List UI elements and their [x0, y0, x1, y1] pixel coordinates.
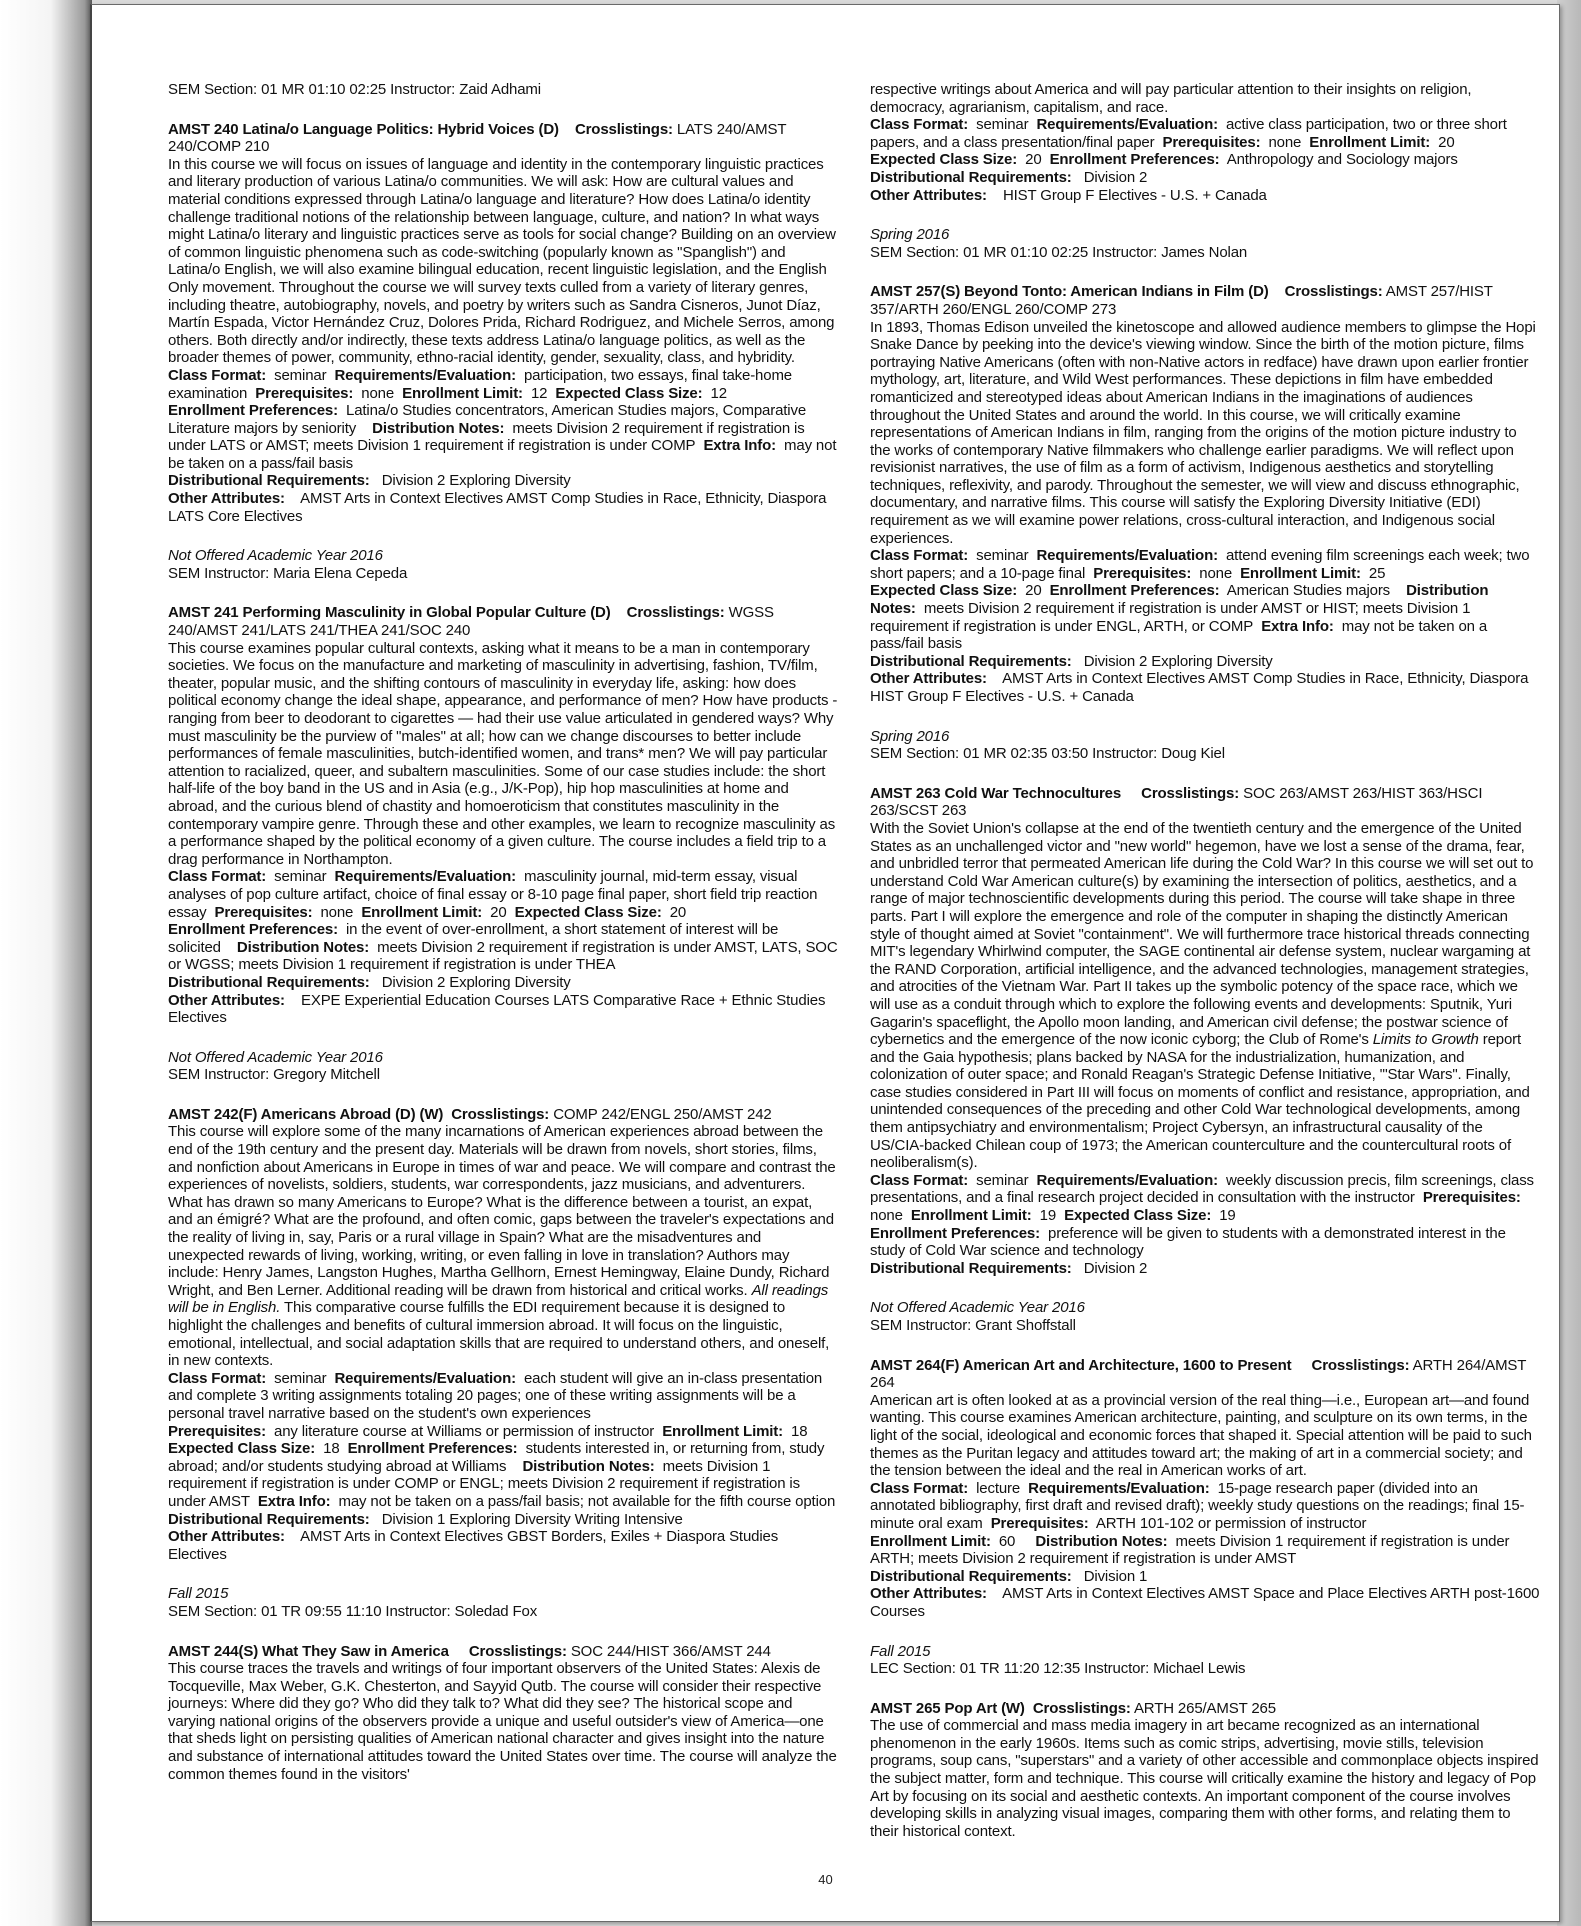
section-line: SEM Section: 01 MR 01:10 02:25 Instructor: James Nolan: [870, 243, 1248, 261]
class-format-label: Class Format:: [870, 1171, 969, 1189]
prereq-label: Prerequisites:: [214, 903, 313, 921]
enroll-pref: American Studies majors: [1226, 582, 1391, 600]
course-amst-241: [168, 604, 838, 1083]
req-eval-label: Requirements/Evaluation:: [334, 366, 516, 384]
enroll-limit-label: Enrollment Limit:: [1309, 133, 1431, 151]
exp-size-label: Expected Class Size:: [514, 903, 662, 921]
offered-term: Not Offered Academic Year 2016: [870, 1299, 1085, 1317]
dist-notes: meets Division 2 requirement if registration is under AMST or HIST; meets Division 1 requirement if registration is under ENGL, ARTH, or COMP: [870, 600, 1471, 635]
page-number: 40: [818, 1872, 833, 1887]
description-text: With the Soviet Union's collapse at the end of the twentieth century and the emergence of the United States as an unchallenged victor and "new world" hegemon, have we lost a sense of the drama, fear, and unbridled terror that permeated American life during the Cold War? In this course we will set out to understand Cold War American culture(s) by examining the intersection of politics, aesthetics, and a range of major technoscientific developments during this period. The course will take shape in three parts. Part I will explore the emergence and role of the computer in shaping the distinctly American style of thought aimed at Soviet "containment". We will furthermore trace historical threads connecting MIT's legendary Whirlwind computer, the SAGE continental air defense system, nuclear wargaming at the RAND Corporation, artificial intelligence, and the advanced technologies, management strategies, and atrocities of the Vietnam War. Part II takes up the symbolic potency of the space race, which we will use as a conduit through which to explore the following events and developments: Sputnik, Yuri Gagarin's spaceflight, the Apollo moon landing, and American civil defense; the postwar science of cybernetics and the emergence of the now iconic cyborg; the Club of Rome's: [870, 819, 1534, 1049]
exp-size-label: Expected Class Size:: [1064, 1207, 1212, 1225]
dist-notes: meets Division 2 requirement if registration is under AMST, LATS, SOC or WGSS; meets Division 1 requirement if registration is under THEA: [168, 938, 838, 974]
exp-size: 20: [669, 903, 687, 921]
crosslistings: SOC 263/AMST 263/HIST 363/HSCI 263/SCST 263: [870, 784, 1483, 820]
dist-req: Division 1: [1083, 1567, 1148, 1585]
prereq-label: Prerequisites:: [255, 384, 354, 402]
offered-term: Not Offered Academic Year 2016: [168, 547, 383, 565]
dist-notes: meets Division 1 requirement if registration is under COMP or ENGL; meets Division 2 requirement if registration is under AMST: [168, 1457, 800, 1510]
section-line: LEC Section: 01 TR 11:20 12:35 Instructor: Michael Lewis: [870, 1660, 1246, 1678]
crosslistings-label: Crosslistings:: [1284, 283, 1383, 301]
dist-req-label: Distributional Requirements:: [870, 168, 1072, 186]
enroll-limit: 12: [530, 384, 548, 402]
course-description: In this course we will focus on issues of language and identity in the contemporary linguistic practices and literary production of various Latina/o communities. We will ask: How are cultural values and material conditions expressed through Latina/o language and literature? How does Latina/o identity challenge traditional notions of the relationship between language, culture, and nation? In what ways might Latina/o literary and linguistic practices serve as tools for social change? Building on an overview of common linguistic phenomena such as code-switching (popularly known as "Spanglish") and Latina/o English, we will also examine bilingual education, recent linguistic legislation, and the English Only movement. Throughout the course we will survey texts culled from a variety of literary genres, including theatre, autobiography, novels, and poetry by writers such as Sandra Cisneros, Junot Díaz, Martín Espada, Victor Hernández Cruz, Dolores Prida, Richard Rodriguez, and Michele Serros, among others. Both directly and/or indirectly, these texts address Latina/o language politics, as well as the broader themes of power, community, ethno-racial identity, gender, sexuality, class, and hybridity.: [168, 155, 836, 367]
req-eval: weekly discussion precis, film screenings, class presentations, and a final research project decided in consultation with the instructor: [870, 1171, 1534, 1207]
dist-req-label: Distributional Requirements:: [870, 1567, 1072, 1585]
other-attr-label: Other Attributes:: [168, 1528, 285, 1546]
enroll-limit-label: Enrollment Limit:: [910, 1207, 1032, 1225]
crosslistings-label: Crosslistings:: [468, 1642, 567, 1660]
enroll-pref-label: Enrollment Preferences:: [1049, 582, 1220, 600]
offered-term: Fall 2015: [168, 1585, 229, 1603]
document-page: [90, 4, 1560, 1922]
description-text-2: report and the Gaia hypothesis; plans backed by NASA for the industrialization, humanization, and colonization of outer space; and Ronald Reagan's Strategic Defense Initiative, '"Star Wars". Finally, case studies considered in Part III will focus on moments of conflict and resistance, appropriation, and unintended consequences of the preceding and other Cold War technological developments, among them antipsychiatry and environmentalism; Project Cybersyn, an infrastructural causality of the US/CIA-backed Chilean coup of 1973; the American counterculture and the countercultural roots of neoliberalism(s).: [870, 1031, 1530, 1172]
crosslistings: SOC 244/HIST 366/AMST 244: [570, 1642, 771, 1660]
class-format: seminar: [274, 1369, 327, 1387]
course-description: This course examines popular cultural contexts, asking what it means to be a man in contemporary societies. We focus on the manufacture and marketing of masculinity in advertising, fashion, TV/film, theater, popular music, and the shifting contours of masculinity in everyday life, asking: how does political economy change the ideal shape, appearance, and performance of men? How have products - ranging from beer to deodorant to cigarettes — had their use value articulated in gendered ways? Why must masculinity be the purview of "males" at all; how can we change discourses to better include performances of female masculinities, butch-identified women, and trans* men? We will pay particular attention to racialized, queer, and subaltern masculinities. Some of our case studies include: the short half-life of the boy band in the US and in Asia (e.g., J/K-Pop), hip hop masculinities at home and abroad, and the curious blend of chastity and homoeroticism that constitutes masculinity in the contemporary vampire genre. Through these and other examples, we learn to recognize masculinity as a performance shaped by the political economy of a given culture. The course includes a field trip to a drag performance in Northampton.: [168, 639, 838, 868]
course-amst-257: [870, 283, 1540, 762]
course-amst-242: [168, 1106, 838, 1621]
extra-info: may not be taken on a pass/fail basis: [168, 437, 837, 472]
section-line: SEM Instructor: Grant Shoffstall: [870, 1317, 1076, 1334]
req-eval-label: Requirements/Evaluation:: [1036, 116, 1218, 134]
enroll-pref-label: Enrollment Preferences:: [1049, 151, 1220, 169]
crosslistings-label: Crosslistings:: [451, 1105, 550, 1123]
class-format-label: Class Format:: [870, 116, 969, 134]
enroll-pref: Anthropology and Sociology majors: [1226, 151, 1458, 169]
dist-req-label: Distributional Requirements:: [870, 1259, 1072, 1277]
class-format: seminar: [976, 1171, 1029, 1189]
description-text: This course will explore some of the many incarnations of American experiences abroad between the end of the 19th century and the present day. Materials will be drawn from novels, short stories, films, and nonfiction about Americans in Europe in times of war and peace. We will compare and contrast the experiences of novelists, soldiers, students, war correspondents, jazz musicians, and adventurers. What has drawn so many Americans to Europe? What is the difference between a tourist, an expat, and an émigré? What are the profound, and often comic, gaps between the traveler's expectations and the reality of living in, say, Paris or a rural village in Spain? What are the misadventures and unexpected rewards of living, working, writing, or even falling in love in translation? Authors may include: Henry James, Langston Hughes, Martha Gellhorn, Ernest Hemingway, Elaine Dundy, Richard Wright, and Ben Lerner. Additional reading will be drawn from historical and critical works.: [168, 1123, 836, 1299]
dist-req: Division 1 Exploring Diversity Writing Intensive: [381, 1510, 683, 1528]
other-attr-label: Other Attributes:: [870, 1585, 987, 1603]
enroll-limit-label: Enrollment Limit:: [1240, 564, 1361, 582]
prereq: ARTH 101-102 or permission of instructor: [1095, 1514, 1367, 1532]
req-eval: active class participation, two or three short papers, and a class presentation/final paper: [870, 116, 1507, 151]
other-attr: HIST Group F Electives - U.S. + Canada: [1002, 186, 1267, 204]
enroll-pref-label: Enrollment Preferences:: [168, 921, 338, 939]
course-amst-244-continued: [870, 81, 1540, 261]
dist-req: Division 2 Exploring Diversity: [381, 973, 571, 991]
course-title: AMST 244(S) What They Saw in America: [168, 1642, 449, 1660]
dist-notes-label: Distribution Notes:: [236, 938, 370, 956]
exp-size: 18: [323, 1440, 340, 1458]
course-amst-265: [870, 1700, 1540, 1841]
req-eval-label: Requirements/Evaluation:: [334, 868, 516, 886]
enroll-pref: Latina/o Studies concentrators, American Studies majors, Comparative Literature majors by seniority: [168, 402, 807, 437]
prereq: none: [1268, 133, 1302, 151]
req-eval: each student will give an in-class presentation and complete 3 writing assignments totaling 20 pages; one of these writing assignments will be a personal travel narrative based on the student's own experiences: [168, 1369, 823, 1422]
enroll-limit: 20: [490, 903, 507, 921]
dist-req: Division 2 Exploring Diversity: [381, 472, 571, 490]
course-amst-263: [870, 785, 1540, 1335]
dist-req-label: Distributional Requirements:: [168, 472, 370, 490]
req-eval-label: Requirements/Evaluation:: [1036, 1171, 1218, 1189]
exp-size-label: Expected Class Size:: [168, 1440, 316, 1458]
prereq: any literature course at Williams or permission of instructor: [274, 1422, 655, 1440]
other-attr: AMST Arts in Context Electives AMST Space and Place Electives ARTH post-1600 Courses: [870, 1585, 1540, 1620]
exp-size: 20: [1025, 582, 1042, 600]
left-column: [168, 81, 838, 1783]
course-amst-240: [168, 121, 838, 583]
extra-info: may not be taken on a pass/fail basis; not available for the fifth course option: [338, 1492, 836, 1510]
dist-notes-label: Distribution Notes:: [870, 582, 1489, 618]
prereq-label: Prerequisites:: [1162, 133, 1261, 151]
enroll-pref-label: Enrollment Preferences:: [168, 402, 338, 420]
enroll-pref: in the event of over-enrollment, a short statement of interest will be solicited: [168, 921, 779, 956]
prereq-label: Prerequisites:: [168, 1422, 266, 1440]
section-line: SEM Section: 01 MR 02:35 03:50 Instructor: Doug Kiel: [870, 745, 1225, 763]
other-attr-label: Other Attributes:: [168, 490, 285, 508]
offered-term: Fall 2015: [870, 1642, 931, 1660]
right-column: [870, 81, 1540, 1840]
dist-req: Division 2: [1083, 168, 1148, 186]
enroll-limit: 20: [1438, 133, 1455, 151]
req-eval-label: Requirements/Evaluation:: [334, 1369, 516, 1387]
description-italic: Limits to Growth: [1372, 1031, 1479, 1049]
enroll-pref: preference will be given to students with a demonstrated interest in the study of Cold War science and technology: [870, 1224, 1506, 1260]
other-attr-label: Other Attributes:: [870, 186, 987, 204]
viewer-left-edge: [0, 0, 92, 1926]
req-eval: attend evening film screenings each week; two short papers; and a 10-page final: [870, 547, 1530, 582]
enroll-limit: 25: [1368, 564, 1386, 582]
course-description: [870, 820, 1540, 1172]
enroll-limit: 18: [791, 1422, 808, 1440]
extra-info-label: Extra Info:: [1261, 617, 1334, 635]
crosslistings: LATS 240/AMST 240/COMP 210: [168, 120, 787, 156]
course-title: AMST 263 Cold War Technocultures: [870, 784, 1122, 802]
crosslistings-label: Crosslistings:: [1311, 1356, 1410, 1374]
course-title: AMST 241 Performing Masculinity in Global Popular Culture (D): [168, 604, 611, 622]
enroll-limit-label: Enrollment Limit:: [361, 903, 483, 921]
course-title: AMST 240 Latina/o Language Politics: Hybrid Voices (D): [168, 120, 559, 138]
crosslistings: ARTH 264/AMST 264: [870, 1356, 1527, 1392]
class-format-label: Class Format:: [168, 366, 267, 384]
extra-info-label: Extra Info:: [257, 1492, 331, 1510]
course-title: AMST 257(S) Beyond Tonto: American Indians in Film (D): [870, 283, 1269, 301]
req-eval: participation, two essays, final take-home examination: [168, 366, 792, 402]
exp-size: 20: [1025, 151, 1042, 169]
enroll-limit: 60: [998, 1532, 1016, 1550]
other-attr: EXPE Experiential Education Courses LATS Comparative Race + Ethnic Studies Electives: [168, 991, 826, 1027]
crosslistings-label: Crosslistings:: [626, 604, 725, 622]
class-format-label: Class Format:: [168, 868, 267, 886]
other-attr-label: Other Attributes:: [870, 670, 987, 688]
prereq-label: Prerequisites:: [1093, 564, 1192, 582]
other-attr: AMST Arts in Context Electives GBST Borders, Exiles + Diaspora Studies Electives: [168, 1528, 779, 1563]
course-description: respective writings about America and will pay particular attention to their insights on religion, democracy, agrarianism, capitalism, and race.: [870, 81, 1472, 116]
course-description: American art is often looked at as a provincial version of the real thing—i.e., European art—and found wanting. This course examines American architecture, painting, and sculpture on its own terms, in the light of the social, ideological and economic forces that shaped it. Special attention will be paid to such themes as the Puritan legacy and attitudes toward art; the making of art in a commercial society; and the tension between the ideal and the real in American works of art.: [870, 1391, 1532, 1480]
extra-info: may not be taken on a pass/fail basis: [870, 617, 1488, 653]
section-line: SEM Instructor: Gregory Mitchell: [168, 1066, 380, 1084]
crosslistings-label: Crosslistings:: [1141, 784, 1240, 802]
course-description: [168, 1123, 838, 1369]
prereq-label: Prerequisites:: [990, 1514, 1089, 1532]
enroll-limit-label: Enrollment Limit:: [870, 1532, 991, 1550]
section-line: SEM Instructor: Maria Elena Cepeda: [168, 564, 408, 582]
class-format: seminar: [976, 116, 1029, 134]
crosslistings: AMST 257/HIST 357/ARTH 260/ENGL 260/COMP 273: [870, 283, 1493, 318]
class-format: seminar: [976, 547, 1029, 565]
enroll-pref-label: Enrollment Preferences:: [347, 1440, 518, 1458]
course-description: The use of commercial and mass media imagery in art became recognized as an international phenomenon in the early 1960s. Items such as comic strips, advertising, movie stills, television programs, soup cans, "superstars" and a variety of other accessible and commonplace objects inspired the subject matter, form and technique. This course will critically examine the history and legacy of Pop Art by focusing on its social and aesthetic contexts. An important component of the course involves developing skills in analyzing visual images, comparing them with other forms, and relating them to their historical context.: [870, 1717, 1539, 1840]
course-title: AMST 264(F) American Art and Architecture, 1600 to Present: [870, 1356, 1292, 1374]
enroll-limit: 19: [1039, 1207, 1057, 1225]
dist-req-label: Distributional Requirements:: [168, 973, 370, 991]
prereq: none: [1199, 564, 1233, 582]
enroll-limit-label: Enrollment Limit:: [402, 384, 523, 402]
exp-size: 19: [1219, 1207, 1236, 1225]
enroll-limit-label: Enrollment Limit:: [662, 1422, 783, 1440]
enroll-pref: students interested in, or returning from, study abroad; and/or students studying abroad at Williams: [168, 1440, 825, 1475]
prereq: none: [870, 1207, 903, 1225]
course-description: This course traces the travels and writings of four important observers of the United States: Alexis de Tocqueville, Max Weber, G.K. Chesterton, and Sayyid Qutb. The course will consider their respective journeys: Where did they go? Who did they talk to? What did they see? The historical scope and varying national origins of the observers provide a unique and useful outsider's view of America—one that sheds light on persisting qualities of American national character and gives insight into the nature and substance of international attitudes toward the United States over time. The course will analyze the common themes found in the visitors': [168, 1660, 837, 1783]
course-amst-244: [168, 1643, 838, 1784]
crosslistings: WGSS 240/AMST 241/LATS 241/THEA 241/SOC 240: [168, 604, 774, 640]
req-eval-label: Requirements/Evaluation:: [1036, 547, 1218, 565]
prereq-label: Prerequisites:: [1422, 1189, 1521, 1207]
other-attr: AMST Arts in Context Electives AMST Comp Studies in Race, Ethnicity, Diaspora LATS Core Electives: [168, 490, 827, 525]
class-format-label: Class Format:: [870, 547, 969, 565]
dist-notes: meets Division 2 requirement if registration is under LATS or AMST; meets Division 1 requirement if registration is under COMP: [168, 419, 805, 455]
viewer-right-edge: [1557, 0, 1581, 1926]
class-format: lecture: [976, 1479, 1021, 1497]
crosslistings: ARTH 265/AMST 265: [1133, 1699, 1276, 1717]
class-format: seminar: [274, 366, 327, 384]
dist-notes-label: Distribution Notes:: [372, 419, 505, 437]
description-italic: All readings will be in English.: [168, 1281, 829, 1317]
crosslistings: COMP 242/ENGL 250/AMST 242: [553, 1105, 772, 1123]
req-eval-label: Requirements/Evaluation:: [1028, 1479, 1210, 1497]
course-amst-264: [870, 1357, 1540, 1678]
dist-req: Division 2 Exploring Diversity: [1083, 652, 1273, 670]
dist-req-label: Distributional Requirements:: [168, 1510, 370, 1528]
exp-size-label: Expected Class Size:: [870, 151, 1018, 169]
prereq: none: [320, 903, 354, 921]
offered-term: Spring 2016: [870, 226, 950, 244]
other-attr: AMST Arts in Context Electives AMST Comp Studies in Race, Ethnicity, Diaspora HIST Group F Electives - U.S. + Canada: [870, 670, 1529, 705]
offered-term: Not Offered Academic Year 2016: [168, 1048, 383, 1066]
prereq: none: [361, 384, 395, 402]
crosslistings-label: Crosslistings:: [1032, 1699, 1131, 1717]
req-eval: 15-page research paper (divided into an annotated bibliography, first draft and revised draft); weekly study questions on the readings; final 15-minute oral exam: [870, 1479, 1525, 1532]
offered-term: Spring 2016: [870, 727, 950, 745]
course-description: In 1893, Thomas Edison unveiled the kinetoscope and allowed audience members to glimpse the Hopi Snake Dance by peeking into the device's viewing window. Since the birth of the motion picture, films portraying Native Americans (often with non-Native actors in redface) have drawn upon earlier frontier mythology, art, literature, and Wild West performances. These depictions in film have embedded romanticized and stereotyped ideas about American Indians in the imaginations of audiences throughout the United States and around the world. In this course, we will critically examine representations of American Indians in film, ranging from the origins of the motion picture industry to the works of contemporary Native filmmakers who challenge earlier paradigms. We will reflect upon revisionist narratives, the use of film as a form of activism, Indigenous aesthetics and storytelling techniques, reflexivity, and parody. Throughout the semester, we will view and discuss ethnographic, documentary, and narrative films. This course will satisfy the Exploring Diversity Initiative (EDI) requirement as we will examine power relations, cross-cultural interaction, and Indigenous social experiences.: [870, 318, 1536, 547]
exp-size: 12: [710, 384, 727, 402]
extra-info-label: Extra Info:: [703, 437, 776, 455]
course-title: AMST 242(F) Americans Abroad (D) (W): [168, 1105, 444, 1123]
description-text-2: This comparative course fulfills the EDI requirement because it is designed to highlight the challenges and benefits of cultural immersion abroad. It will focus on the linguistic, emotional, intellectual, and social adaptation skills that are required to understand others, and oneself, in new contexts.: [168, 1299, 830, 1370]
dist-notes: meets Division 1 requirement if registration is under ARTH; meets Division 2 requirement if registration is under AMST: [870, 1532, 1510, 1568]
dist-req: Division 2: [1083, 1259, 1148, 1277]
crosslistings-label: Crosslistings:: [574, 120, 673, 138]
dist-notes-label: Distribution Notes:: [1035, 1532, 1168, 1550]
class-format: seminar: [274, 868, 327, 886]
course-title: AMST 265 Pop Art (W): [870, 1699, 1025, 1717]
section-line: SEM Section: 01 MR 01:10 02:25 Instructor: Zaid Adhami: [168, 81, 541, 98]
section-line: SEM Section: 01 TR 09:55 11:10 Instructor: Soledad Fox: [168, 1602, 538, 1620]
exp-size-label: Expected Class Size:: [870, 582, 1018, 600]
class-format-label: Class Format:: [168, 1369, 267, 1387]
exp-size-label: Expected Class Size:: [555, 384, 703, 402]
dist-req-label: Distributional Requirements:: [870, 652, 1072, 670]
dist-notes-label: Distribution Notes:: [522, 1457, 655, 1475]
class-format-label: Class Format:: [870, 1479, 969, 1497]
req-eval: masculinity journal, mid-term essay, visual analyses of pop culture artifact, choice of final essay or 8-10 page final paper, short field trip reaction essay: [168, 868, 818, 921]
other-attr-label: Other Attributes:: [168, 991, 285, 1009]
enroll-pref-label: Enrollment Preferences:: [870, 1224, 1040, 1242]
